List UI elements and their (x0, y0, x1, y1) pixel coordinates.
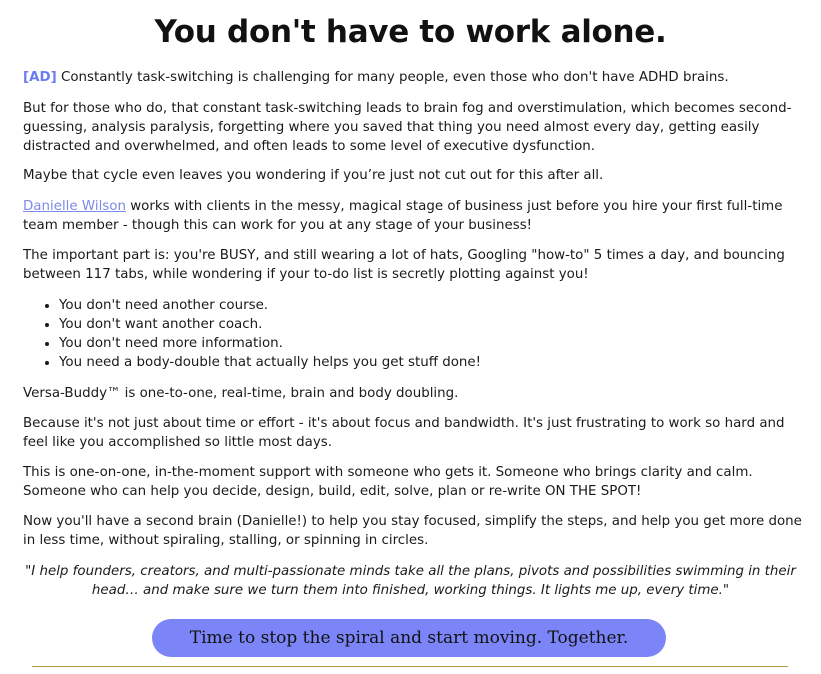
list-item: • You don't want another coach. (59, 315, 799, 334)
list-item: • You need a body-double that actually helps you get stuff done! (59, 353, 799, 372)
author-text: works with clients in the messy, magical stage of business just before you hire your first full-time team member - though this can work for you at any stage of your business! (23, 199, 783, 233)
page-title: You don't have to work alone. (154, 14, 667, 50)
cta-button[interactable]: Time to stop the spiral and start moving. Together. (152, 619, 666, 657)
list-item: • You don't need another course. (59, 296, 799, 315)
author-paragraph (23, 197, 803, 235)
second-brain-paragraph: Now you'll have a second brain (Danielle!) to help you stay focused, simplify the steps, and help you get more done in less time, without spiraling, stalling, or spinning in circles. (23, 514, 802, 548)
intro-paragraph (23, 68, 803, 87)
list-item: • You don't need more information. (59, 334, 799, 353)
adhd-paragraph: But for those who do, that constant task-switching leads to brain fog and overstimulation, which becomes second-guessing, analysis paralysis, forgetting where you saved that thing you need almost every day, getting easily distracted and overwhelmed, and often leads to some level of executive dysfunction. (23, 101, 792, 154)
testimonial-quote: "I help founders, creators, and multi-passionate minds take all the plans, pivots and possibilities swimming in their head… and make sure we turn them into finished, working things. It lights me up, every time." (25, 564, 796, 598)
author-link[interactable]: Danielle Wilson (23, 199, 126, 214)
intro-text: Constantly task-switching is challenging for many people, even those who don't have ADHD brains. (56, 70, 729, 85)
busy-paragraph: The important part is: you're BUSY, and still wearing a lot of hats, Googling "how-to" 5 times a day, and bouncing between 117 tabs, while wondering if your to-do list is secretly plotting against you! (23, 248, 785, 282)
support-paragraph: This is one-on-one, in-the-moment support with someone who gets it. Someone who brings clarity and calm. Someone who can help you decide, design, build, edit, solve, plan or re-write ON THE SPOT! (23, 465, 753, 499)
wondering-paragraph: Maybe that cycle even leaves you wondering if you’re just not cut out for this after all. (23, 168, 604, 183)
focus-paragraph: Because it's not just about time or effort - it's about focus and bandwidth. It's just frustrating to work so hard and feel like you accomplished so little most days. (23, 416, 785, 450)
versa-buddy-paragraph: Versa-Buddy™ is one-to-one, real-time, brain and body doubling. (23, 386, 459, 401)
bullet-list (23, 296, 799, 372)
ad-tag: [AD] (23, 70, 57, 85)
divider (32, 666, 788, 667)
